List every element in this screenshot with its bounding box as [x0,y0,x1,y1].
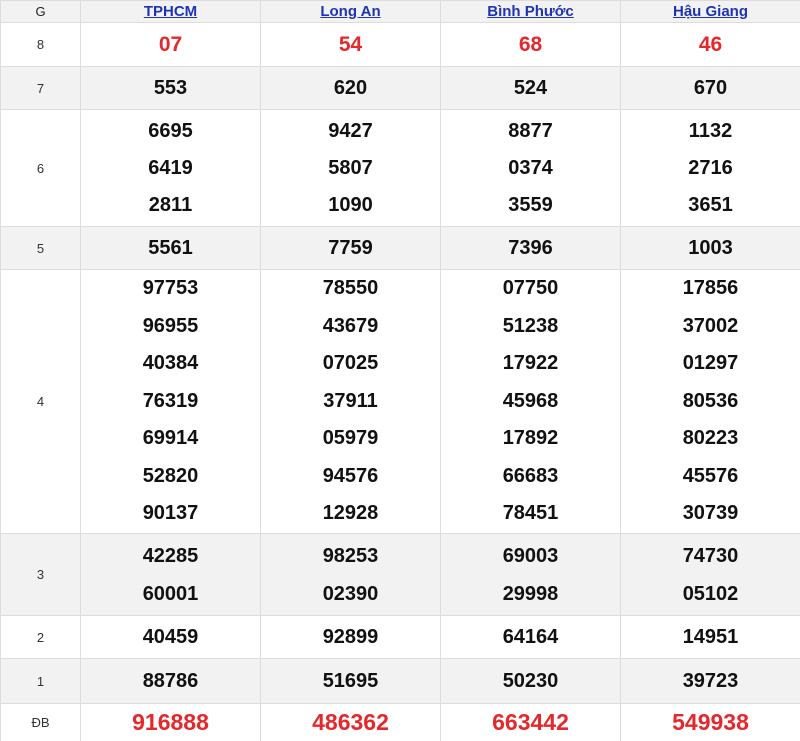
prize-cell [81,67,261,110]
prize-cell [621,270,800,534]
prize-row-1 [1,659,800,704]
prize-number: 620 [333,76,368,99]
province-link-hau-giang[interactable]: Hậu Giang [672,2,748,20]
prize-label: 4 [1,270,81,534]
prize-number: 80223 [682,427,739,450]
prize-number: 7759 [328,236,373,259]
prize-number: 45968 [502,389,559,412]
prize-number: 80536 [682,389,739,412]
prize-number: 90137 [142,502,199,525]
province-header-binh-phuoc [441,1,621,23]
prize-number: 54 [338,32,363,56]
prize-cell [621,23,800,67]
prize-number: 50230 [502,669,559,692]
prize-number: 40459 [142,625,199,648]
prize-cell [621,110,800,227]
prize-number: 37002 [682,314,739,337]
prize-number: 43679 [322,314,379,337]
prize-number: 17922 [502,352,559,375]
prize-number: 37911 [323,389,378,412]
prize-number: 40384 [142,352,199,375]
province-link-binh-phuoc[interactable]: Bình Phước [487,2,574,20]
prize-number: 2811 [148,193,193,216]
prize-number: 5807 [328,156,373,179]
prize-number: 5561 [148,236,193,259]
prize-number: 9427 [328,119,373,142]
prize-label: 7 [1,67,81,110]
prize-cell [621,534,800,616]
prize-number: 17856 [682,277,739,300]
prize-number: 78550 [322,277,379,300]
prize-number: 8877 [508,119,553,142]
prize-number: 1132 [688,119,733,142]
prize-number: 12928 [322,502,379,525]
special-prize-cell [261,704,441,741]
special-prize-cell [81,704,261,741]
prize-number: 69003 [502,544,559,567]
prize-cell [261,23,441,67]
province-link-tphcm[interactable]: TPHCM [143,2,198,20]
prize-cell [261,227,441,270]
prize-number: 45576 [682,464,739,487]
prize-cell [441,534,621,616]
prize-number: 02390 [322,582,379,605]
prize-label: ĐB [1,704,81,741]
prize-number: 6695 [148,119,193,142]
prize-cell [441,270,621,534]
prize-number: 2716 [688,156,733,179]
prize-number: 52820 [142,464,199,487]
province-header-long-an [261,1,441,23]
prize-label: 1 [1,659,81,704]
prize-cell [441,227,621,270]
prize-number: 670 [693,76,728,99]
prize-cell [441,110,621,227]
prize-number: 553 [153,76,188,99]
prize-row-4 [1,270,800,534]
prize-cell [261,616,441,659]
prize-label: 5 [1,227,81,270]
province-header-hau-giang [621,1,800,23]
prize-number: 51238 [502,314,559,337]
prize-column-header: G [1,1,81,23]
prize-row-5 [1,227,800,270]
prize-number: 66683 [502,464,559,487]
special-prize-cell [441,704,621,741]
prize-label: 3 [1,534,81,616]
prize-number: 69914 [142,427,199,450]
prize-number: 7396 [508,236,553,259]
prize-cell [81,534,261,616]
prize-number: 07025 [322,352,379,375]
prize-number: 17892 [502,427,559,450]
prize-label: 8 [1,23,81,67]
prize-number: 01297 [682,352,739,375]
prize-number: 60001 [142,582,199,605]
prize-cell [81,110,261,227]
prize-cell [81,616,261,659]
prize-number: 05979 [322,427,379,450]
prize-number: 0374 [508,156,553,179]
prize-cell [261,270,441,534]
header-row [1,1,800,23]
prize-number: 1003 [688,236,733,259]
prize-label: 6 [1,110,81,227]
prize-number: 76319 [142,389,199,412]
prize-row-2 [1,616,800,659]
prize-number: 92899 [322,625,379,648]
prize-label: 2 [1,616,81,659]
prize-cell [81,270,261,534]
special-prize-number: 486362 [312,709,389,735]
prize-cell [441,616,621,659]
prize-number: 78451 [502,502,559,525]
prize-number: 6419 [148,156,193,179]
prize-cell [441,67,621,110]
prize-number: 39723 [682,669,739,692]
prize-cell [261,67,441,110]
prize-row-6 [1,110,800,227]
prize-number: 96955 [142,314,199,337]
special-prize-number: 549938 [672,709,749,735]
prize-number: 3559 [508,193,553,216]
prize-number: 30739 [682,502,739,525]
prize-number: 88786 [142,669,199,692]
prize-cell [621,227,800,270]
prize-number: 07 [158,32,183,56]
prize-number: 68 [518,32,543,56]
special-prize-cell [621,704,800,741]
prize-row-3 [1,534,800,616]
prize-cell [261,110,441,227]
prize-cell [441,659,621,704]
prize-cell [81,227,261,270]
province-header-tphcm [81,1,261,23]
special-prize-number: 916888 [132,709,209,735]
prize-row-8 [1,23,800,67]
prize-number: 51695 [322,669,379,692]
prize-number: 46 [698,32,723,56]
prize-cell [81,659,261,704]
prize-number: 14951 [682,625,739,648]
prize-number: 98253 [322,544,379,567]
special-prize-number: 663442 [492,709,569,735]
prize-number: 3651 [688,193,733,216]
prize-cell [621,616,800,659]
prize-number: 07750 [502,277,559,300]
prize-row-special [1,704,800,741]
prize-cell [621,67,800,110]
prize-number: 29998 [502,582,559,605]
prize-number: 05102 [682,582,739,605]
prize-number: 94576 [322,464,379,487]
prize-row-7 [1,67,800,110]
prize-number: 524 [513,76,548,99]
prize-cell [621,659,800,704]
province-link-long-an[interactable]: Long An [320,2,381,20]
prize-number: 42285 [142,544,199,567]
prize-cell [81,23,261,67]
prize-cell [261,534,441,616]
prize-number: 74730 [682,544,739,567]
prize-number: 64164 [502,625,559,648]
prize-number: 1090 [328,193,373,216]
prize-cell [261,659,441,704]
prize-cell [441,23,621,67]
prize-number: 97753 [142,277,199,300]
